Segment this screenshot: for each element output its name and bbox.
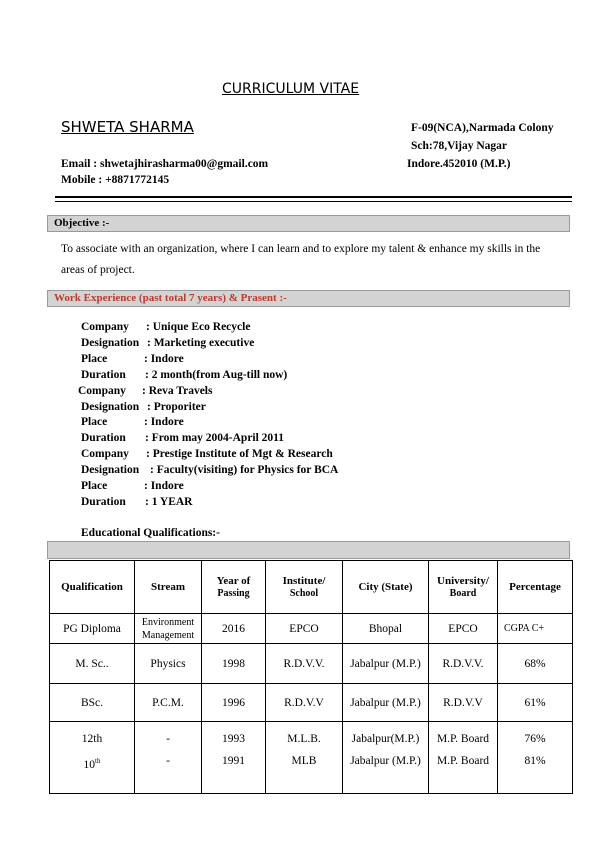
header-divider-bottom (55, 201, 572, 202)
header-year-line2: Passing (217, 587, 250, 599)
cell-percentage: 68% (498, 644, 573, 684)
cell-stream: P.C.M. (135, 684, 202, 722)
education-heading-bar (47, 541, 570, 559)
cell-university: R.D.V.V. (429, 644, 498, 684)
work-row-value: : Indore (144, 416, 184, 429)
cell-stream: Environment Management (135, 614, 202, 644)
cell-stream: - - (135, 722, 202, 794)
work-row-label: Duration (81, 368, 126, 381)
header-qualification: Qualification (50, 561, 135, 614)
work-row-value: : Proporiter (147, 400, 206, 413)
cell-institute: EPCO (266, 614, 343, 644)
work-row-label: Place (81, 352, 108, 365)
cell-percentage: CGPA C+ (498, 614, 573, 644)
header-year (202, 561, 266, 614)
work-row-value: : Marketing executive (147, 336, 255, 349)
work-row-label: Company (78, 384, 126, 397)
qualification-10th: 10th (83, 757, 101, 771)
work-row-value: : 2 month(from Aug-till now) (145, 368, 288, 381)
work-row-label: Company (81, 321, 129, 333)
work-row-value: : Prestige Institute of Mgt & Research (146, 448, 333, 461)
address-line-3: Indore.452010 (M.P.) (407, 158, 511, 170)
work-row-label: Duration (81, 495, 126, 508)
table-row (50, 722, 573, 794)
cell-university: M.P. Board M.P. Board (429, 722, 498, 794)
work-row-value: : Indore (144, 480, 184, 492)
tenth-superscript: th (95, 757, 101, 765)
mobile-line: Mobile : +8871772145 (61, 174, 170, 186)
header-year-line1: Year of (216, 574, 251, 587)
cell-university: R.D.V.V (429, 684, 498, 722)
cell-qualification: PG Diploma (50, 614, 135, 644)
cell-stream: Physics (135, 644, 202, 684)
cell-institute: M.L.B. MLB (266, 722, 343, 794)
cell-city: Jabalpur (M.P.) (343, 644, 429, 684)
header-divider-top (55, 196, 572, 198)
objective-heading-bar (47, 215, 570, 232)
cell-year: 1996 (202, 684, 266, 722)
table-row (50, 644, 573, 684)
table-row (50, 614, 573, 644)
header-university (429, 561, 498, 614)
email-line: Email : shwetajhirasharma00@gmail.com (61, 158, 269, 170)
cell-city: Jabalpur(M.P.) Jabalpur (M.P.) (343, 722, 429, 794)
address-line-1: F-09(NCA),Narmada Colony (411, 122, 554, 134)
qualification-12th: 12th (81, 733, 103, 745)
work-row-label: Duration (81, 432, 126, 445)
header-city: City (State) (343, 561, 429, 614)
work-row-label: Designation (81, 400, 140, 413)
education-table (49, 560, 573, 794)
cell-year: 1993 1991 (202, 722, 266, 794)
work-heading-bar (47, 290, 570, 307)
cell-city: Jabalpur (M.P.) (343, 684, 429, 722)
document-title: CURRICULUM VITAE (222, 81, 360, 97)
objective-heading: Objective :- (54, 217, 110, 229)
work-row-label: Place (81, 480, 108, 492)
cell-university: EPCO (429, 614, 498, 644)
header-percentage: Percentage (498, 561, 573, 614)
work-heading: Work Experience (past total 7 years) & Prasent :- (54, 292, 287, 304)
work-row-value: : Faculty(visiting) for Physics for BCA (150, 464, 339, 477)
table-row (50, 684, 573, 722)
cell-year: 1998 (202, 644, 266, 684)
candidate-name: SHWETA SHARMA (61, 118, 194, 136)
address-line-2: Sch:78,Vijay Nagar (411, 140, 508, 152)
work-row-value: : Reva Travels (142, 384, 213, 397)
cell-institute: R.D.V.V (266, 684, 343, 722)
work-row-value: : 1 YEAR (145, 495, 193, 508)
cell-institute: R.D.V.V. (266, 644, 343, 684)
cell-percentage: 61% (498, 684, 573, 722)
work-row-label: Company (81, 448, 129, 461)
work-row-value: : Indore (144, 352, 184, 365)
cell-year: 2016 (202, 614, 266, 644)
cell-percentage: 76% 81% (498, 722, 573, 794)
objective-text: To associate with an organization, where I can learn and to explore my talent & enhance my skills in the areas of project. (61, 243, 541, 276)
cell-qualification: M. Sc.. (50, 644, 135, 684)
work-row-label: Place (81, 416, 108, 429)
header-institute (266, 561, 343, 614)
cell-city: Bhopal (343, 614, 429, 644)
header-university-line2: Board (449, 587, 477, 599)
work-row-label: Designation (81, 464, 140, 477)
header-stream: Stream (135, 561, 202, 614)
education-header-row (50, 561, 573, 614)
education-heading: Educational Qualifications:- (81, 527, 220, 539)
work-row-label: Designation (81, 336, 140, 349)
cell-qualification (50, 722, 135, 794)
work-row-value: : Unique Eco Recycle (146, 321, 251, 333)
header-institute-line2: School (289, 587, 319, 599)
cell-qualification: BSc. (50, 684, 135, 722)
header-university-line1: University/ (437, 574, 489, 587)
work-row-value: : From may 2004-April 2011 (145, 432, 285, 445)
header-institute-line1: Institute/ (282, 574, 326, 587)
